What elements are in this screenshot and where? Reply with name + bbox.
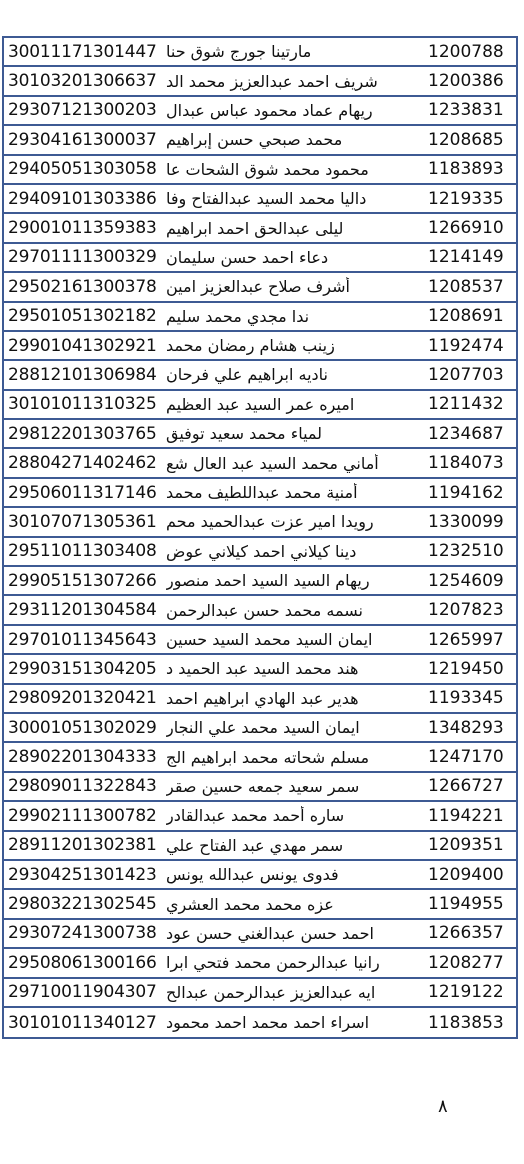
- national-id-cell: 29501051302182: [8, 306, 157, 327]
- national-id-cell: 28911201302381: [8, 835, 157, 856]
- table-row: [4, 126, 516, 155]
- national-id-cell: 29304251301423: [8, 864, 157, 885]
- name-cell: [164, 567, 422, 594]
- table-row: [4, 420, 516, 449]
- record-id-cell: 1193345: [428, 688, 504, 709]
- name-text: فدوى يونس عبدالله يونس: [166, 865, 339, 885]
- name-cell: [164, 332, 422, 359]
- name-cell: [164, 303, 422, 330]
- table-row: [4, 743, 516, 772]
- name-cell: [164, 861, 422, 888]
- table-row: [4, 67, 516, 96]
- name-cell: [164, 596, 422, 623]
- record-id-cell: 1330099: [428, 511, 504, 532]
- table-row: [4, 626, 516, 655]
- record-id-cell: 1200788: [428, 41, 504, 62]
- name-text: محمود محمد شوق الشحات عا: [166, 159, 369, 179]
- name-text: عزه محمد محمد العشري: [166, 894, 334, 914]
- table-row: [4, 156, 516, 185]
- table-row: [4, 1008, 516, 1037]
- record-id-cell: 1183893: [428, 159, 504, 180]
- national-id-cell: 28804271402462: [8, 453, 157, 474]
- name-text: أماني محمد السيد عبد العال شع: [166, 453, 379, 473]
- record-id-cell: 1194955: [428, 894, 504, 915]
- table-row: [4, 185, 516, 214]
- record-id-cell: 1254609: [428, 570, 504, 591]
- name-cell: [164, 1008, 422, 1037]
- national-id-cell: 29311201304584: [8, 600, 157, 621]
- name-text: ناديه ابراهيم علي فرحان: [166, 365, 328, 385]
- name-cell: [164, 832, 422, 859]
- national-id-cell: 29405051303058: [8, 159, 157, 180]
- name-text: هدير عبد الهادي ابراهيم احمد: [166, 688, 359, 708]
- name-text: مسلم شحاته محمد ابراهيم الج: [166, 747, 370, 767]
- national-id-cell: 29902111300782: [8, 805, 157, 826]
- table-row: [4, 949, 516, 978]
- national-id-cell: 29304161300037: [8, 129, 157, 150]
- record-id-cell: 1211432: [428, 394, 504, 415]
- name-cell: [164, 949, 422, 976]
- record-id-cell: 1266910: [428, 218, 504, 239]
- national-id-cell: 29409101303386: [8, 188, 157, 209]
- name-cell: [164, 685, 422, 712]
- name-cell: [164, 214, 422, 241]
- table-row: [4, 332, 516, 361]
- table-row: [4, 832, 516, 861]
- name-text: ريهام عماد محمود عباس عبدال: [166, 100, 373, 120]
- name-cell: [164, 655, 422, 682]
- record-id-cell: 1232510: [428, 541, 504, 562]
- national-id-cell: 29001011359383: [8, 218, 157, 239]
- table-row: [4, 567, 516, 596]
- table-row: [4, 303, 516, 332]
- national-id-cell: 29506011317146: [8, 482, 157, 503]
- name-text: شريف احمد عبدالعزيز محمد الد: [166, 71, 378, 91]
- record-id-cell: 1209351: [428, 835, 504, 856]
- name-cell: [164, 67, 422, 94]
- record-id-cell: 1200386: [428, 71, 504, 92]
- table-row: [4, 920, 516, 949]
- table-row: [4, 538, 516, 567]
- name-cell: [164, 97, 422, 124]
- national-id-cell: 28902201304333: [8, 747, 157, 768]
- table-row: [4, 890, 516, 919]
- name-text: أمنية محمد عبداللطيف محمد: [166, 483, 358, 503]
- name-cell: [164, 714, 422, 741]
- record-id-cell: 1209400: [428, 864, 504, 885]
- name-text: هند محمد السيد عبد الحميد د: [166, 659, 359, 679]
- record-id-cell: 1194221: [428, 805, 504, 826]
- name-text: ايمان السيد محمد علي النجار: [166, 718, 360, 738]
- record-id-cell: 1234687: [428, 423, 504, 444]
- record-id-cell: 1208685: [428, 129, 504, 150]
- name-cell: [164, 273, 422, 300]
- name-cell: [164, 391, 422, 418]
- page-number: ٨: [438, 1096, 448, 1117]
- national-id-cell: 30101011310325: [8, 394, 157, 415]
- national-id-cell: 30011171301447: [8, 41, 157, 62]
- name-cell: [164, 126, 422, 153]
- record-id-cell: 1208537: [428, 276, 504, 297]
- national-id-cell: 30001051302029: [8, 717, 157, 738]
- name-text: سمر سعيد جمعه حسين صقر: [166, 776, 360, 796]
- record-id-cell: 1208277: [428, 952, 504, 973]
- name-cell: [164, 156, 422, 183]
- name-text: نسمه محمد حسن عبدالرحمن: [166, 600, 363, 620]
- national-id-cell: 29307121300203: [8, 100, 157, 121]
- name-cell: [164, 743, 422, 770]
- name-text: مارتينا جورج شوق حنا: [166, 42, 312, 62]
- national-id-cell: 29511011303408: [8, 541, 157, 562]
- table-row: [4, 714, 516, 743]
- table-row: [4, 391, 516, 420]
- name-cell: [164, 979, 422, 1006]
- record-id-cell: 1266357: [428, 923, 504, 944]
- name-text: لمياء محمد سعيد توفيق: [166, 424, 323, 444]
- name-cell: [164, 508, 422, 535]
- name-text: اميره عمر السيد عبد العظيم: [166, 394, 355, 414]
- name-text: سمر مهدي عبد الفتاح علي: [166, 835, 344, 855]
- table-row: [4, 979, 516, 1008]
- table-row: [4, 38, 516, 67]
- name-cell: [164, 420, 422, 447]
- name-text: ليلى عبدالحق احمد ابراهيم: [166, 218, 344, 238]
- name-text: ريهام السيد السيد احمد منصور: [166, 571, 370, 591]
- table-row: [4, 685, 516, 714]
- national-id-cell: 29809201320421: [8, 688, 157, 709]
- table-row: [4, 773, 516, 802]
- name-text: رانيا عبدالرحمن محمد فتحي ابرا: [166, 953, 380, 973]
- table-row: [4, 655, 516, 684]
- table-row: [4, 508, 516, 537]
- national-id-cell: 29901041302921: [8, 335, 157, 356]
- name-text: أشرف صلاح عبدالعزيز امين: [166, 277, 350, 297]
- table-row: [4, 273, 516, 302]
- record-id-cell: 1348293: [428, 717, 504, 738]
- name-cell: [164, 802, 422, 829]
- name-text: ساره أحمد محمد عبدالقادر: [166, 806, 345, 826]
- national-id-cell: 29809011322843: [8, 776, 157, 797]
- table-row: [4, 449, 516, 478]
- name-cell: [164, 479, 422, 506]
- name-text: دعاء احمد حسن سليمان: [166, 247, 329, 267]
- national-id-cell: 29502161300378: [8, 276, 157, 297]
- name-cell: [164, 626, 422, 653]
- table-row: [4, 479, 516, 508]
- table-row: [4, 214, 516, 243]
- national-id-cell: 29701111300329: [8, 247, 157, 268]
- national-id-cell: 29508061300166: [8, 952, 157, 973]
- national-id-cell: 30103201306637: [8, 71, 157, 92]
- records-table: [2, 36, 518, 1039]
- national-id-cell: 29710011904307: [8, 982, 157, 1003]
- name-text: داليا محمد السيد عبدالفتاح وفا: [166, 189, 367, 209]
- name-text: اسراء احمد محمد احمد محمود: [166, 1013, 370, 1033]
- national-id-cell: 29903151304205: [8, 658, 157, 679]
- name-text: ايمان السيد محمد السيد حسين: [166, 630, 373, 649]
- table-row: [4, 97, 516, 126]
- name-cell: [164, 244, 422, 271]
- record-id-cell: 1194162: [428, 482, 504, 503]
- name-text: رويدا امير عزت عبدالحميد محم: [166, 512, 374, 532]
- national-id-cell: 30101011340127: [8, 1012, 157, 1033]
- record-id-cell: 1265997: [428, 629, 504, 650]
- name-cell: [164, 185, 422, 212]
- national-id-cell: 28812101306984: [8, 364, 157, 385]
- record-id-cell: 1207823: [428, 600, 504, 621]
- record-id-cell: 1219122: [428, 982, 504, 1003]
- national-id-cell: 30107071305361: [8, 511, 157, 532]
- record-id-cell: 1207703: [428, 364, 504, 385]
- name-text: محمد صبحي حسن إبراهيم: [166, 130, 343, 150]
- name-cell: [164, 773, 422, 800]
- table-row: [4, 802, 516, 831]
- record-id-cell: 1208691: [428, 306, 504, 327]
- name-cell: [164, 538, 422, 565]
- national-id-cell: 29812201303765: [8, 423, 157, 444]
- record-id-cell: 1247170: [428, 747, 504, 768]
- record-id-cell: 1192474: [428, 335, 504, 356]
- name-cell: [164, 449, 422, 476]
- name-text: زينب هشام رمضان محمد: [166, 336, 335, 356]
- table-row: [4, 596, 516, 625]
- record-id-cell: 1266727: [428, 776, 504, 797]
- name-text: ايه عبدالعزيز عبدالرحمن عبدالح: [166, 982, 376, 1002]
- name-text: احمد حسن عبدالغني حسن عود: [166, 923, 374, 943]
- name-cell: [164, 361, 422, 388]
- name-cell: [164, 920, 422, 947]
- record-id-cell: 1219335: [428, 188, 504, 209]
- name-text: ندا مجدي محمد سليم: [166, 306, 310, 326]
- record-id-cell: 1183853: [428, 1012, 504, 1033]
- table-row: [4, 861, 516, 890]
- record-id-cell: 1233831: [428, 100, 504, 121]
- name-cell: [164, 38, 422, 65]
- national-id-cell: 29307241300738: [8, 923, 157, 944]
- national-id-cell: 29803221302545: [8, 894, 157, 915]
- table-row: [4, 361, 516, 390]
- name-cell: [164, 890, 422, 917]
- record-id-cell: 1184073: [428, 453, 504, 474]
- record-id-cell: 1219450: [428, 658, 504, 679]
- national-id-cell: 29905151307266: [8, 570, 157, 591]
- record-id-cell: 1214149: [428, 247, 504, 268]
- name-text: دينا كيلاني احمد كيلاني عوض: [166, 541, 357, 561]
- table-row: [4, 244, 516, 273]
- national-id-cell: 29701011345643: [8, 629, 157, 650]
